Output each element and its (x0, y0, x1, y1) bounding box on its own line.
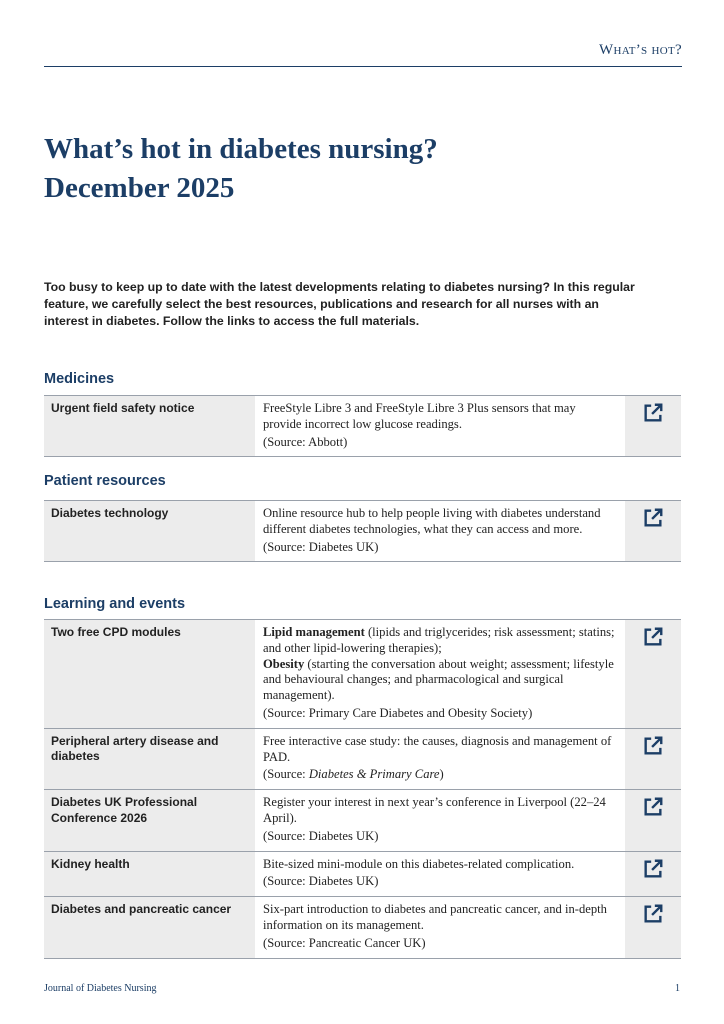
obesity-module-name: Obesity (263, 656, 305, 671)
link-cell (625, 790, 681, 850)
link-cell (625, 729, 681, 789)
source-text: (Source: Diabetes UK) (263, 874, 379, 889)
row-description (255, 620, 625, 728)
table-row (44, 897, 681, 958)
source-text: (Source: Diabetes UK) (263, 828, 379, 843)
source-suffix: ) (439, 767, 444, 782)
row-description (255, 501, 625, 561)
link-cell (625, 897, 681, 957)
description-text: Bite-sized mini-module on this diabetes-related complication. (263, 856, 575, 871)
description-text: FreeStyle Libre 3 and FreeStyle Libre 3 Plus sensors that may provide incorrect low glucose readings. (263, 401, 576, 431)
link-cell (625, 620, 681, 728)
row-description (255, 729, 625, 789)
row-description (255, 897, 625, 957)
source-text (263, 767, 617, 783)
row-label: Peripheral artery disease and diabetes (44, 729, 255, 789)
description-text: Online resource hub to help people living with diabetes understand different diabetes technologies, what they can access and more. (263, 506, 601, 536)
patient-resources-table (44, 500, 681, 562)
description-text: Free interactive case study: the causes, diagnosis and management of PAD. (263, 733, 612, 764)
lipid-module-name: Lipid management (263, 625, 365, 639)
header-rule (44, 66, 682, 67)
table-row (44, 620, 681, 729)
row-label: Two free CPD modules (44, 620, 255, 728)
external-link-icon[interactable] (642, 796, 664, 818)
page-title (44, 130, 684, 208)
table-row (44, 396, 681, 457)
description-text: Six-part introduction to diabetes and pancreatic cancer, and in-depth information on its management. (263, 902, 607, 932)
table-row (44, 790, 681, 851)
external-link-icon[interactable] (642, 626, 664, 648)
source-journal: Diabetes & Primary Care (308, 767, 440, 782)
section-title-patient-resources: Patient resources (44, 473, 166, 489)
learning-events-table (44, 619, 681, 959)
table-row (44, 729, 681, 790)
row-description (255, 790, 625, 850)
link-cell (625, 852, 681, 897)
row-description (255, 852, 625, 897)
source-prefix: (Source: (263, 767, 309, 782)
obesity-module-text: (starting the conversation about weight; assessment; lifestyle and behavioural changes; and pharmacological and surgical management). (263, 656, 614, 703)
external-link-icon[interactable] (642, 735, 664, 757)
description-text: Register your interest in next year’s conference in Liverpool (22–24 April). (263, 795, 606, 825)
row-label: Kidney health (44, 852, 255, 897)
row-label: Urgent field safety notice (44, 396, 255, 456)
external-link-icon[interactable] (642, 858, 664, 880)
section-title-learning-events: Learning and events (44, 596, 186, 612)
table-row (44, 852, 681, 898)
footer-page-number: 1 (675, 983, 680, 994)
source-text: (Source: Primary Care Diabetes and Obesity Society) (263, 705, 533, 720)
title-line-1: What’s hot in diabetes nursing? (44, 133, 438, 165)
title-line-2: December 2025 (44, 172, 235, 204)
source-text: (Source: Diabetes UK) (263, 539, 379, 554)
external-link-icon[interactable] (642, 507, 664, 529)
external-link-icon[interactable] (642, 402, 664, 424)
source-text: (Source: Abbott) (263, 434, 348, 449)
link-cell (625, 501, 681, 561)
running-head: What’s hot? (599, 42, 682, 58)
row-label: Diabetes UK Professional Conference 2026 (44, 790, 255, 850)
row-label: Diabetes and pancreatic cancer (44, 897, 255, 957)
source-text: (Source: Pancreatic Cancer UK) (263, 935, 426, 950)
intro-paragraph: Too busy to keep up to date with the latest developments relating to diabetes nursing? In this regular feature, we carefully select the best resources, publications and research for all nurses with an interest in diabetes. Follow the links to access the full materials. (44, 280, 635, 328)
footer-journal-name: Journal of Diabetes Nursing (44, 983, 157, 994)
row-description (255, 396, 625, 456)
lipid-module-text: (lipids and triglycerides; risk assessment; statins; and other lipid-lowering therapies); (263, 625, 615, 655)
section-title-medicines: Medicines (44, 371, 115, 387)
medicines-table (44, 395, 681, 457)
table-row (44, 501, 681, 562)
external-link-icon[interactable] (642, 903, 664, 925)
row-label: Diabetes technology (44, 501, 255, 561)
link-cell (625, 396, 681, 456)
